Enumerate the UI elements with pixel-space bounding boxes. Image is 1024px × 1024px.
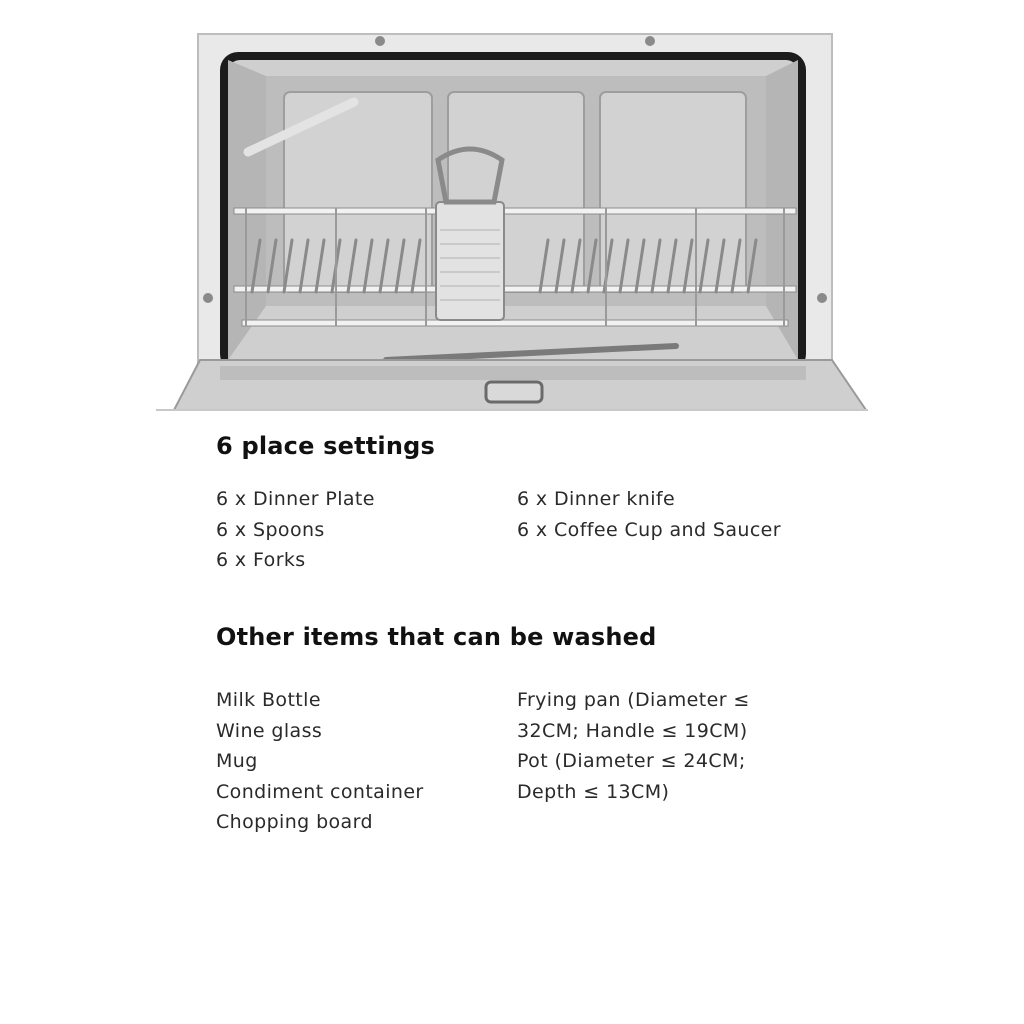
list-item: 6 x Coffee Cup and Saucer <box>517 518 781 541</box>
place-settings-list-right <box>517 484 781 545</box>
list-item: Milk Bottle <box>216 689 321 711</box>
list-item: 6 x Forks <box>216 549 306 571</box>
list-item: Pot (Diameter ≤ 24CM; <box>517 750 746 772</box>
dishwasher-interior-image <box>156 30 868 412</box>
list-item: 32CM; Handle ≤ 19CM) <box>517 719 748 742</box>
list-item: 6 x Dinner knife <box>517 488 676 510</box>
list-item: 6 x Spoons <box>216 518 325 541</box>
list-item: Condiment container <box>216 780 424 803</box>
place-settings-title: 6 place settings <box>216 432 436 460</box>
other-items-list-right <box>517 685 750 807</box>
list-item: Depth ≤ 13CM) <box>517 780 670 803</box>
place-settings-list-left <box>216 484 375 576</box>
list-item: Chopping board <box>216 811 373 833</box>
list-item: Mug <box>216 750 258 772</box>
other-items-list-left <box>216 685 424 838</box>
list-item: Frying pan (Diameter ≤ <box>517 689 750 711</box>
other-items-title: Other items that can be washed <box>216 623 657 651</box>
list-item: 6 x Dinner Plate <box>216 488 375 510</box>
list-item: Wine glass <box>216 719 323 742</box>
